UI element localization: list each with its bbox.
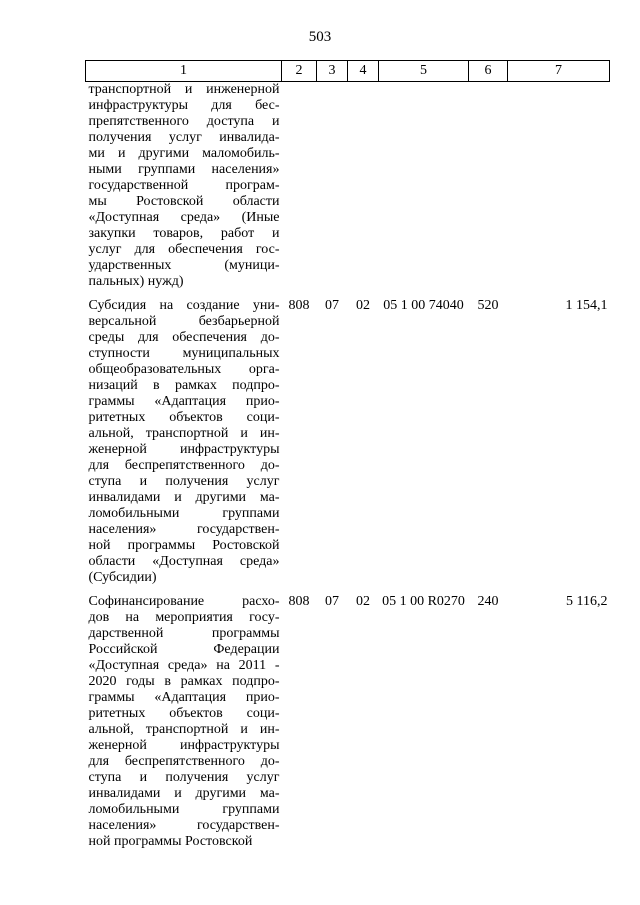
description-line: пальных) нужд) [88, 274, 184, 289]
section-code [317, 82, 348, 291]
subsection-code: 02 [356, 594, 370, 609]
description-line: населения» государствен- [88, 522, 280, 537]
description-line: области «Доступная среда» [88, 554, 280, 569]
section-code: 07 [325, 594, 339, 609]
table-body [86, 82, 610, 851]
description-line: транспортной и инженерной [88, 82, 280, 97]
description-line: Софинансирование расхо- [88, 594, 280, 609]
description-line: ступа и получения услуг [88, 474, 280, 489]
description-line: получения услуг инвалида- [88, 130, 280, 145]
description-line: общеобразовательных орга- [88, 362, 280, 377]
description-line: ными группами населения» [88, 162, 280, 177]
description-line: «Доступная среда» на 2011 - [88, 658, 280, 673]
description-line: ми и другими маломобиль- [88, 146, 280, 161]
description-line: Субсидия на создание уни- [88, 298, 280, 313]
expense-type-code: 240 [477, 594, 499, 609]
subsection-code: 02 [356, 298, 370, 313]
description-line: услуг для обеспечения гос- [88, 242, 280, 257]
description-line: ной программы Ростовской [88, 834, 253, 849]
row-description [86, 586, 282, 850]
description-line: дарственной программы [88, 626, 280, 641]
table-row [86, 586, 610, 850]
section-code: 07 [325, 298, 339, 313]
description-line: ломобильными группами [88, 802, 280, 817]
description-line: (Субсидии) [88, 570, 157, 585]
row-description [86, 290, 282, 586]
description-line: ступности муниципальных [88, 346, 280, 361]
target-article-code [379, 82, 469, 291]
column-header-3: 3 [317, 61, 348, 82]
description-line: женерной инфраструктуры [88, 442, 280, 457]
subsection-code [348, 82, 379, 291]
description-line: среды для обеспечения до- [88, 330, 280, 345]
description-line: для беспрепятственного до- [88, 458, 280, 473]
column-header-6: 6 [469, 61, 508, 82]
description-line: ступа и получения услуг [88, 770, 280, 785]
description-line: ломобильными группами [88, 506, 280, 521]
row-description [86, 82, 282, 291]
description-line: низаций в рамках подпро- [88, 378, 280, 393]
amount: 1 154,1 [565, 298, 608, 313]
table-row [86, 82, 610, 291]
target-article-code: 05 1 00 R0270 [382, 594, 465, 609]
description-line: 2020 годы в рамках подпро- [88, 674, 280, 689]
description-line: закупки товаров, работ и [88, 226, 280, 241]
expense-type-code: 520 [477, 298, 499, 313]
description-line: версальной безбарьерной [88, 314, 280, 329]
description-line: населения» государствен- [88, 818, 280, 833]
column-header-2: 2 [282, 61, 317, 82]
description-line: инвалидами и другими ма- [88, 786, 280, 801]
description-line: инвалидами и другими ма- [88, 490, 280, 505]
expense-type-code [469, 82, 508, 291]
description-line: ной программы Ростовской [88, 538, 280, 553]
description-line: мы Ростовской области [88, 194, 280, 209]
target-article-code: 05 1 00 74040 [383, 298, 464, 313]
description-line: «Доступная среда» (Иные [88, 210, 280, 225]
description-line: граммы «Адаптация прио- [88, 394, 280, 409]
ministry-code: 808 [288, 594, 310, 609]
column-header-7: 7 [508, 61, 610, 82]
description-line: ударственных (муници- [88, 258, 280, 273]
amount [508, 82, 610, 291]
description-line: инфраструктуры для бес- [88, 98, 280, 113]
description-line: Российской Федерации [88, 642, 280, 657]
table-row [86, 290, 610, 586]
description-line: женерной инфраструктуры [88, 738, 280, 753]
ministry-code: 808 [288, 298, 310, 313]
page-number: 503 [308, 29, 332, 45]
description-line: препятственного доступа и [88, 114, 280, 129]
description-line: граммы «Адаптация прио- [88, 690, 280, 705]
description-line: альной, транспортной и ин- [88, 426, 280, 441]
description-line: государственной програм- [88, 178, 280, 193]
description-line: альной, транспортной и ин- [88, 722, 280, 737]
column-header-1: 1 [86, 61, 282, 82]
description-line: для беспрепятственного до- [88, 754, 280, 769]
amount: 5 116,2 [566, 594, 608, 609]
column-header-5: 5 [379, 61, 469, 82]
description-line: ритетных объектов соци- [88, 410, 280, 425]
description-line: дов на мероприятия госу- [88, 610, 280, 625]
column-header-4: 4 [348, 61, 379, 82]
table-header-row [86, 61, 610, 82]
budget-table [85, 60, 610, 850]
description-line: ритетных объектов соци- [88, 706, 280, 721]
ministry-code [282, 82, 317, 291]
